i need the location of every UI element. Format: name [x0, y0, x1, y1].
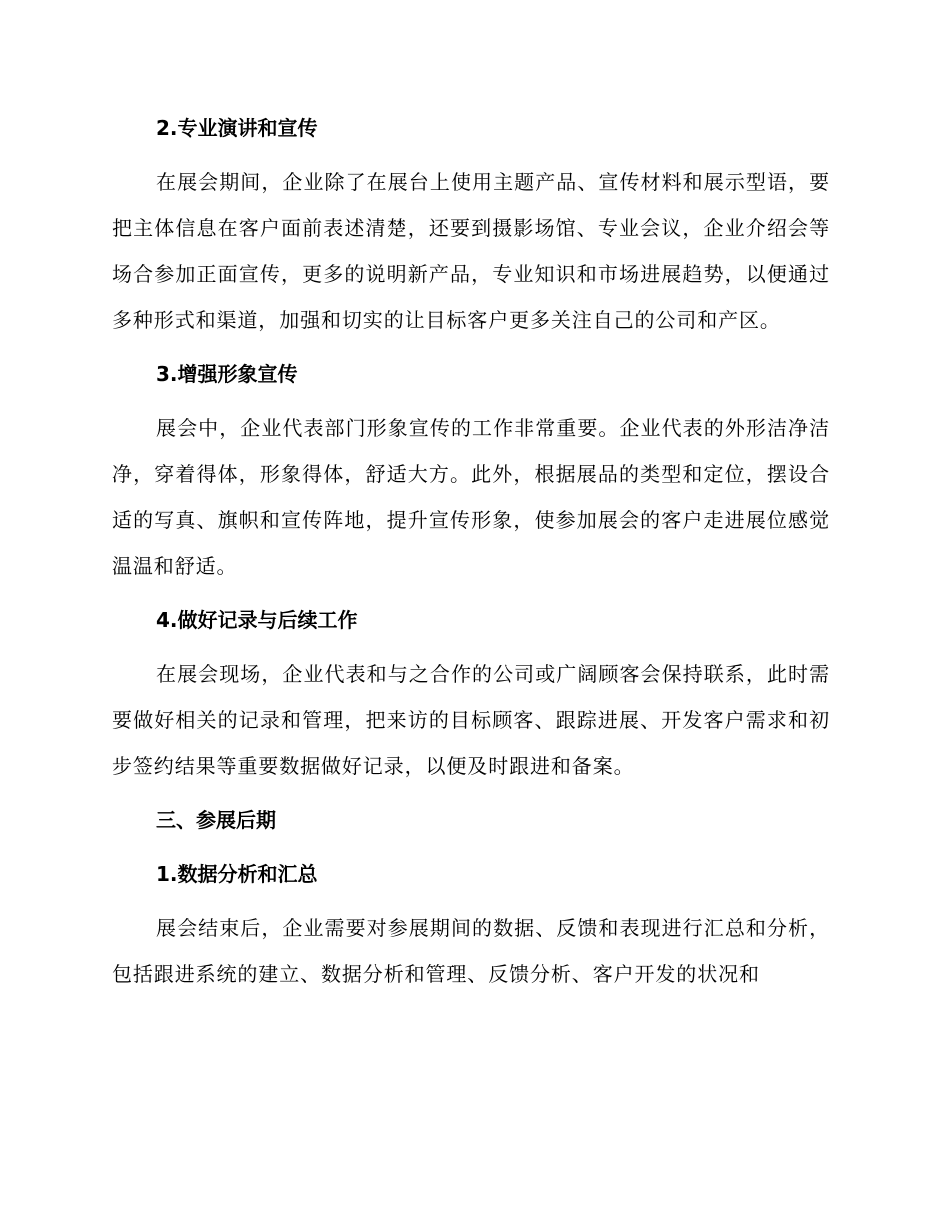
paragraph-professional-speech: 在展会期间，企业除了在展台上使用主题产品、宣传材料和展示型语，要把主体信息在客户面前表述清楚，还要到摄影场馆、专业会议，企业介绍会等场合参加正面宣传，更多的说明新产品，专业知识和市场进展趋势，以便通过多种形式和渠道，加强和切实的让目标客户更多关注自己的公司和产区。	[112, 170, 830, 332]
spacer	[112, 397, 830, 405]
section-heading-image-promotion: 3.增强形象宣传	[156, 362, 298, 386]
section-heading-professional-speech: 2.专业演讲和宣传	[156, 116, 318, 140]
paragraph-image-promotion: 展会中，企业代表部门形象宣传的工作非常重要。企业代表的外形洁净洁净，穿着得体，形象得体，舒适大方。此外，根据展品的类型和定位，摆设合适的写真、旗帜和宣传阵地，提升宣传形象，使参加展会的客户走进展位感觉温温和舒适。	[112, 416, 830, 578]
paragraph-records-followup: 在展会现场，企业代表和与之合作的公司或广阔顾客会保持联系，此时需要做好相关的记录和管理，把来访的目标顾客、跟踪进展、开发客户需求和初步签约结果等重要数据做好记录，以便及时跟进和备案。	[112, 662, 830, 778]
spacer	[112, 151, 830, 159]
spacer	[112, 843, 830, 851]
paragraph-data-analysis: 展会结束后，企业需要对参展期间的数据、反馈和表现进行汇总和分析，包括跟进系统的建立、数据分析和管理、反馈分析、客户开发的状况和	[112, 916, 830, 986]
chapter-heading-post-exhibition: 三、参展后期	[156, 808, 276, 832]
document-page	[112, 105, 830, 997]
spacer	[112, 589, 830, 597]
spacer	[112, 643, 830, 651]
spacer	[112, 343, 830, 351]
spacer	[112, 897, 830, 905]
section-heading-records-followup: 4.做好记录与后续工作	[156, 608, 358, 632]
section-heading-data-analysis: 1.数据分析和汇总	[156, 862, 318, 886]
spacer	[112, 789, 830, 797]
